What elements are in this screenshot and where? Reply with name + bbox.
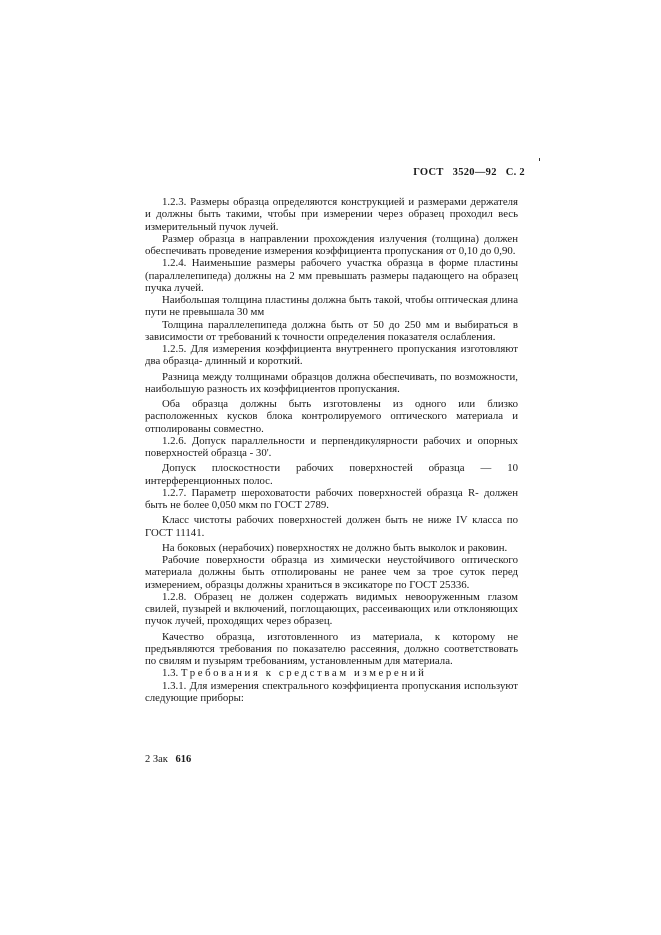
- paragraph: Наибольшая толщина пластины должна быть такой, чтобы оптическая длина пути не превышала 30 мм: [145, 294, 518, 319]
- paragraph: Рабочие поверхности образца из химически неустойчивого оптического материала должны быть отполированы не ранее чем за трое суток перед измерением, образцы должны храниться в эксикаторе по ГОСТ 25336.: [145, 554, 518, 591]
- section-number: 1.3.: [162, 667, 179, 680]
- paragraph: На боковых (нерабочих) поверхностях не должно быть выколок и раковин.: [162, 541, 508, 554]
- page-footer: [145, 754, 191, 765]
- paragraph-1-2-8: 1.2.8. Образец не должен содержать видимых невооруженным глазом свилей, пузырей и включений, поглощающих, рассеивающих или отклоняющих пучок лучей, проходящих через образец.: [145, 590, 518, 628]
- paragraph-1-2-6: 1.2.6. Допуск параллельности и перпендикулярности рабочих и опорных поверхностей образца - 30'.: [145, 434, 518, 459]
- header-page: С. 2: [505, 167, 525, 178]
- header-standard: ГОСТ: [413, 167, 444, 178]
- paragraph: Размер образца в направлении прохождения излучения (толщина) должен обеспечивать проведение измерения коэффициента пропускания от 0,10 до 0,90.: [145, 232, 518, 257]
- paragraph: Допуск плоскостности рабочих поверхностей образца — 10 интерференционных полос.: [145, 462, 518, 487]
- paragraph-1-2-4: 1.2.4. Наименьшие размеры рабочего участка образца в форме пластины (параллелепипеда) должны на 2 мм превышать размеры падающего на образец пучка лучей.: [145, 257, 518, 294]
- paragraph-1-2-3: 1.2.3. Размеры образца определяются конструкцией и размерами держателя и должны быть такими, чтобы при измерении через образец проходил весь измерительный пучок лучей.: [145, 196, 518, 233]
- scan-mark: [539, 158, 540, 161]
- paragraph-1-3-1: 1.3.1. Для измерения спектрального коэффициента пропускания используют следующие приборы:: [145, 679, 518, 704]
- header-number: 3520—92: [452, 167, 497, 178]
- footer-order-number: 616: [175, 754, 192, 765]
- document-body: [145, 196, 518, 704]
- paragraph-1-2-7: 1.2.7. Параметр шероховатости рабочих поверхностей образца R- должен быть не более 0,050 мкм по ГОСТ 2789.: [145, 486, 518, 511]
- paragraph: Класс чистоты рабочих поверхностей должен быть не ниже IV класса по ГОСТ 11141.: [145, 514, 518, 539]
- paragraph-1-2-5: 1.2.5. Для измерения коэффициента внутреннего пропускания изготовляют два образца- длинный и короткий.: [145, 343, 518, 368]
- section-heading: [145, 667, 518, 679]
- paragraph: Оба образца должны быть изготовлены из одного или близко расположенных кусков блока контролируемого оптического материала и отполированы совместно.: [145, 398, 518, 435]
- paragraph: Толщина параллелепипеда должна быть от 50 до 250 мм и выбираться в зависимости от требований к точности определения показателя ослабления.: [145, 318, 518, 343]
- footer-label: 2 Зак: [145, 754, 168, 765]
- paragraph: Качество образца, изготовленного из материала, к которому не предъявляются требования по показателю рассеяния, должно соответствовать по свилям и пузырям требованиям, установленным для материала.: [145, 630, 518, 667]
- paragraph: Разница между толщинами образцов должна обеспечивать, по возможности, наибольшую разность их коэффициентов пропускания.: [145, 370, 518, 395]
- section-title: Требования к средствам измерений: [180, 667, 427, 680]
- page-header: [407, 167, 525, 178]
